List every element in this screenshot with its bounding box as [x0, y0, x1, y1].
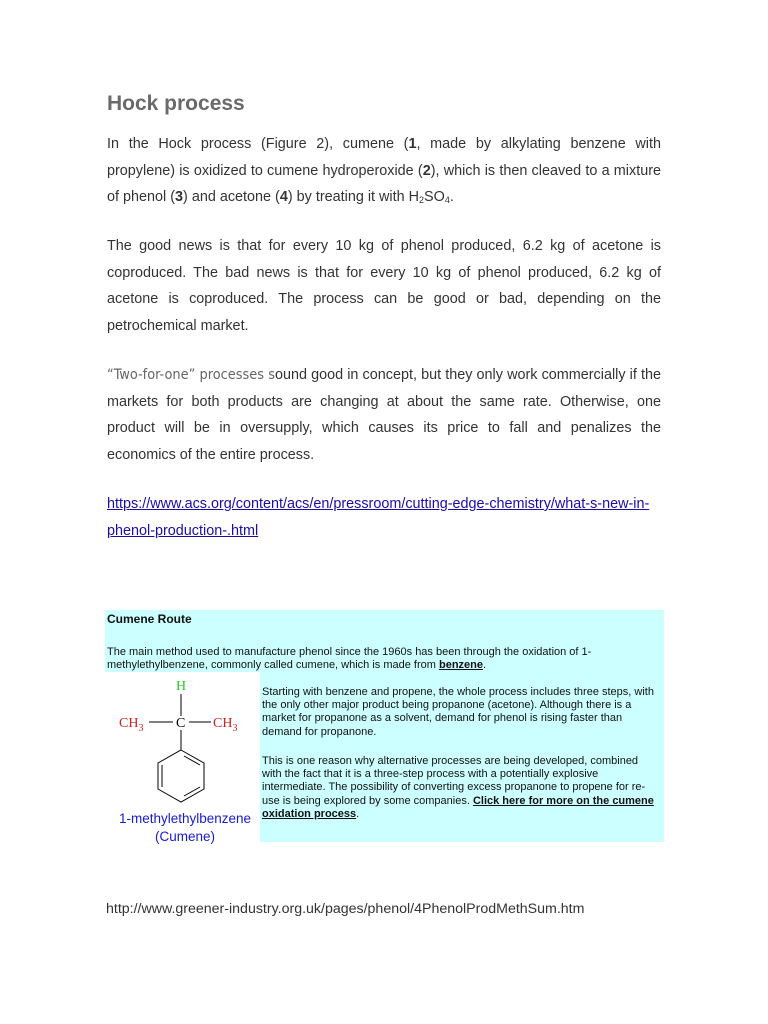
paragraph-good-news: The good news is that for every 10 kg of phenol produced, 6.2 kg of acetone is coproduced. The bad news is that for every 10 kg of phenol produced, 6.2 kg of acetone is coproduced. The process can be good or bad, depending on the petrochemical market.: [107, 238, 661, 334]
central-carbon-label: C: [176, 716, 186, 731]
text-run: This is one reason why alternative processes are being developed, combined with the fact that it is a three-step process with a potentially explosive intermediate. The possibility of converting excess propanone to propene for re-use is being explored by some companies.: [262, 755, 646, 807]
acs-source-link[interactable]: https://www.acs.org/content/acs/en/pressroom/cutting-edge-chemistry/what-s-new-in-phenol-production-.html: [107, 496, 650, 539]
methyl-text: CH: [213, 716, 233, 731]
subscript: 4: [444, 195, 450, 206]
text-run: .: [483, 659, 487, 671]
structure-alias-label: (Cumene): [154, 829, 216, 844]
double-bond-line: [184, 756, 200, 765]
methyl-text: CH: [119, 716, 139, 731]
compound-number: 1: [408, 136, 417, 152]
cumene-structure-diagram: [105, 672, 260, 812]
paragraph-hock-intro: [107, 131, 661, 211]
benzene-link[interactable]: benzene: [438, 659, 483, 671]
source-url-text: http://www.greener-industry.org.uk/pages/phenol/4PhenolProdMethSum.htm: [106, 901, 585, 917]
cumene-structure-figure: [105, 672, 260, 842]
text-run: , made by alkylating benzene with propylene) is oxidized to cumene hydroperoxide (: [107, 136, 661, 179]
text-run: .: [449, 189, 454, 206]
cumene-intro-text: [107, 646, 647, 672]
benzene-ring: [158, 750, 204, 802]
text-run: ound good in concept, but they only work commercially if the markets for both products are changing at about the same rate. Otherwise, one product will be in oversupply, which causes its price to fall and penalizes the economics of the entire process.: [107, 367, 661, 463]
compound-number: 2: [422, 162, 431, 179]
paragraph-link: [107, 491, 661, 544]
subscript: 2: [419, 195, 425, 206]
cumene-oxidation-link[interactable]: Click here for more on the cumene oxidation process: [262, 794, 654, 820]
text-run: ) by treating it with H: [287, 189, 420, 206]
text-run: The main method used to manufacture phenol since the 1960s has been through the oxidation of 1-methylethylbenzene, commonly called cumene, which is made from: [107, 646, 592, 671]
cumene-paragraph-alternatives: [262, 755, 660, 821]
cumene-route-box: [105, 610, 664, 842]
methyl-group-right: [213, 716, 237, 734]
compound-number: 3: [175, 189, 184, 206]
text-run: ), which is then cleaved to a mixture of phenol (: [107, 162, 661, 206]
text-run-lead: “Two-for-one” processes s: [107, 367, 275, 383]
page-title: Hock process: [107, 92, 245, 115]
double-bond-line: [184, 787, 200, 796]
methyl-subscript: 3: [232, 723, 238, 734]
text-run: In the Hock process (Figure 2), cumene (: [107, 136, 409, 152]
text-run: SO: [424, 189, 445, 206]
methyl-subscript: 3: [138, 723, 144, 734]
cumene-paragraph-steps: Starting with benzene and propene, the whole process includes three steps, with the only other major product being propanone (acetone). Although there is a market for propanone as a solvent, demand for phenol is rising faster than demand for propanone.: [262, 686, 654, 738]
cumene-route-title: Cumene Route: [107, 612, 192, 626]
compound-number: 4: [279, 189, 288, 206]
paragraph-two-for-one: [107, 362, 661, 468]
text-run: ) and acetone (: [183, 189, 280, 206]
hydrogen-label: H: [176, 679, 187, 694]
text-run: .: [356, 807, 360, 820]
structure-name-label: 1-methylethylbenzene: [118, 811, 252, 826]
methyl-group-left: [119, 716, 143, 734]
